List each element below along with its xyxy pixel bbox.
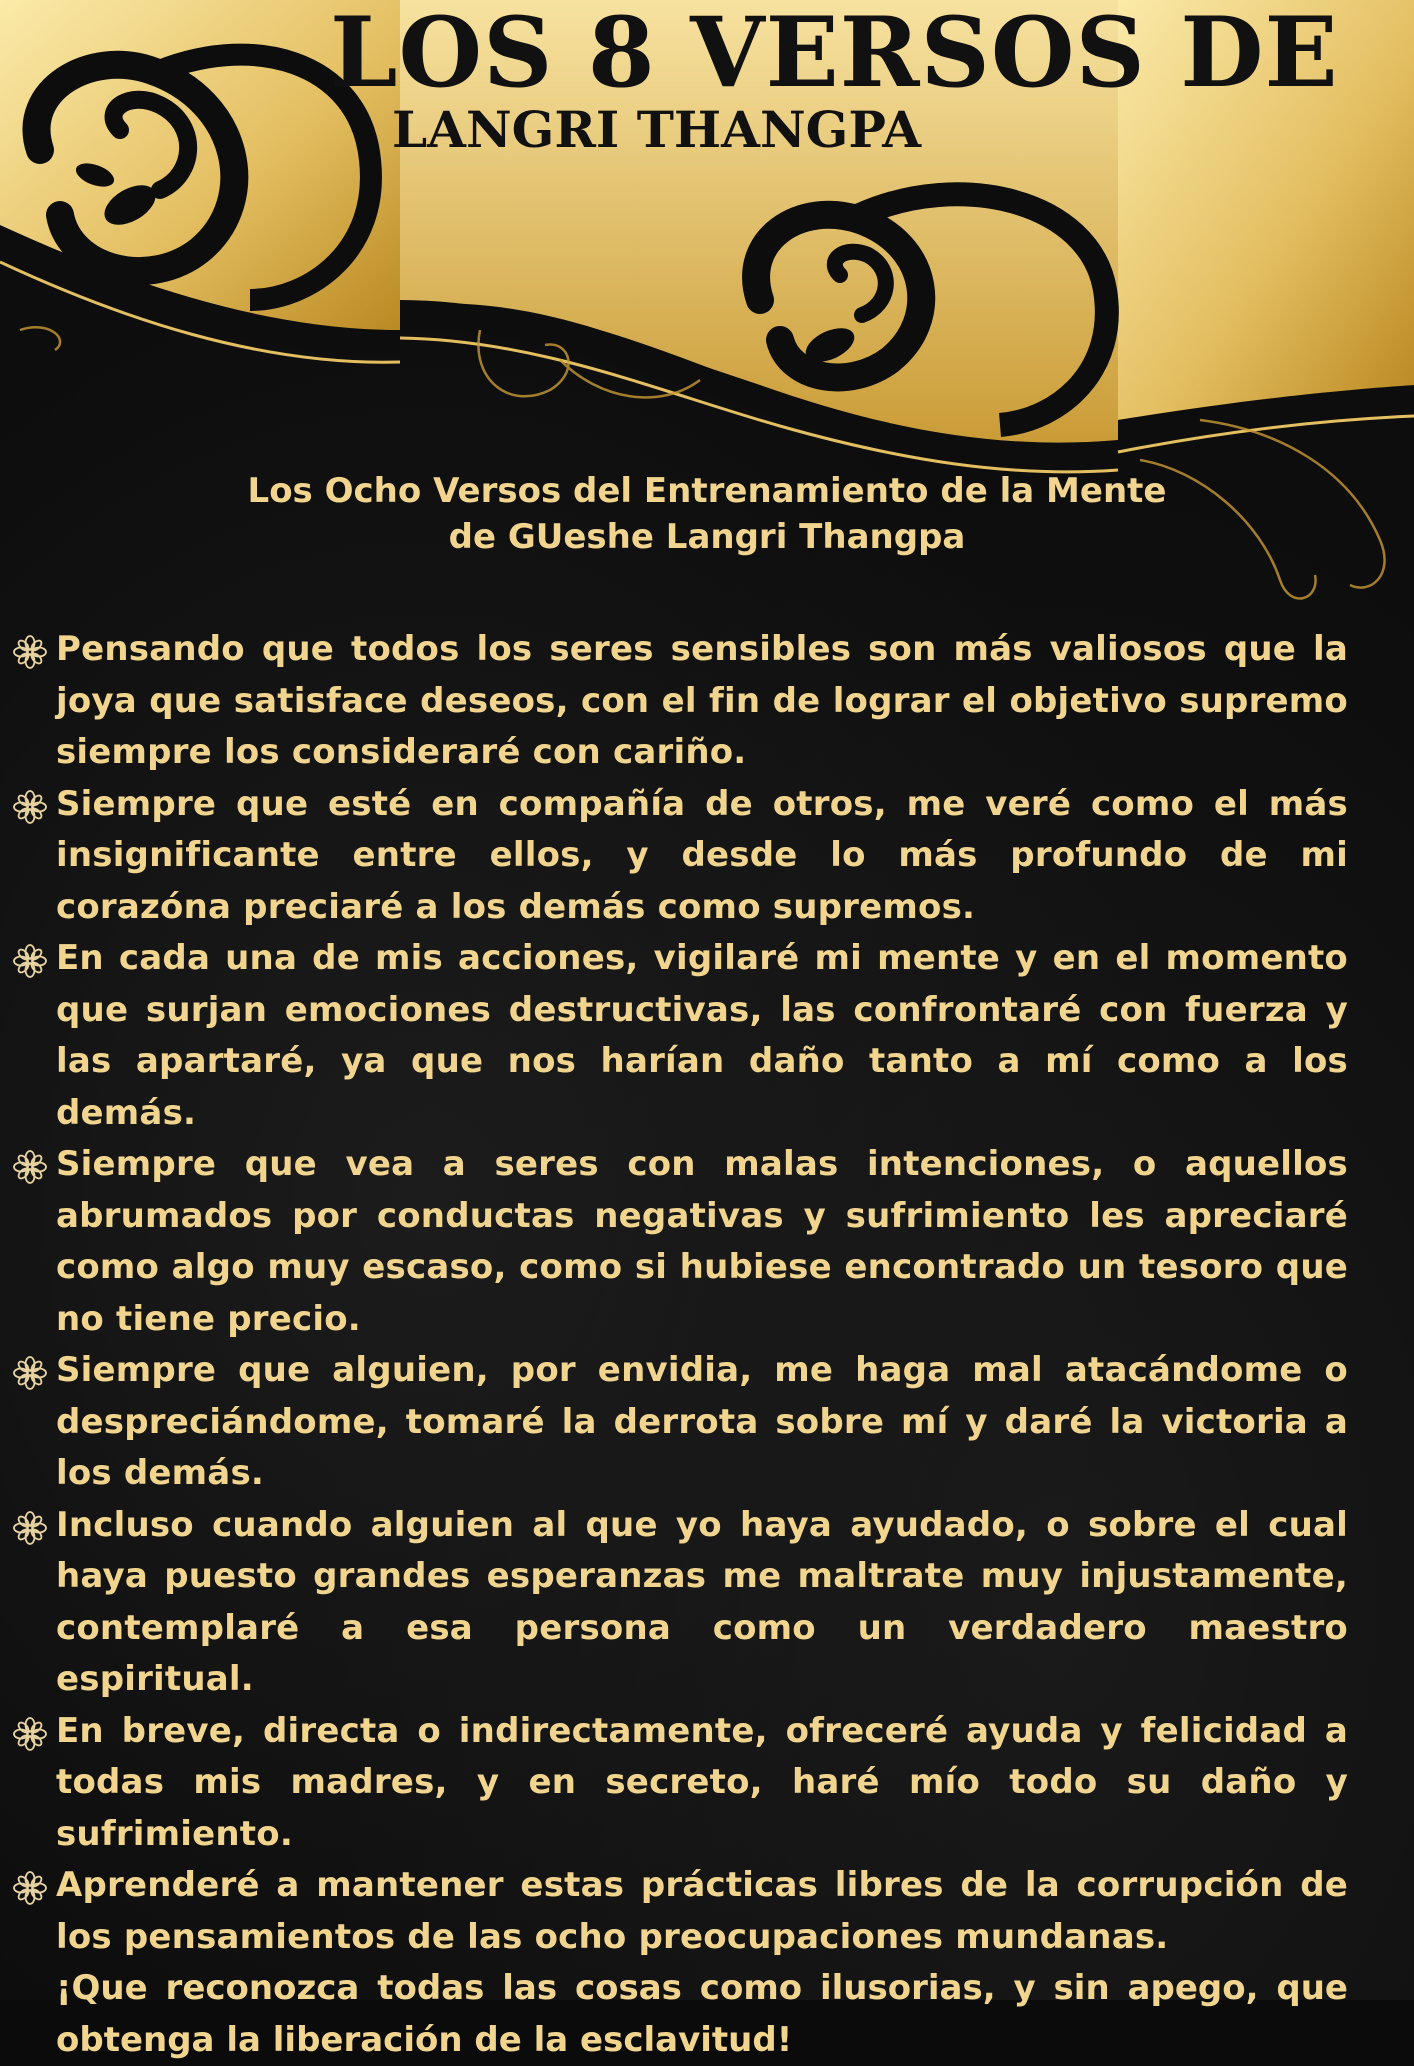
- flower-icon: [12, 1716, 48, 1752]
- intro-line-2: de GUeshe Langri Thangpa: [448, 517, 966, 557]
- flower-icon: [12, 1149, 48, 1185]
- verse-text: Siempre que alguien, por envidia, me haga mal atacándome o despreciándome, tomaré la derrota sobre mí y daré la victoria a los demás.: [56, 1350, 1348, 1493]
- verse-text: Pensando que todos los seres sensibles son más valiosos que la joya que satisface deseos, con el fin de lograr el objetivo supremo siempre los consideraré con cariño.: [56, 629, 1348, 772]
- verse-item: [0, 779, 1414, 934]
- flower-icon: [12, 1355, 48, 1391]
- verse-item: [0, 624, 1414, 779]
- verse-text: Siempre que vea a seres con malas intenciones, o aquellos abrumados por conductas negativas y sufrimiento les apreciaré como algo muy escaso, como si hubiese encontrado un tesoro que no tiene precio.: [56, 1144, 1348, 1339]
- flower-icon: [12, 1870, 48, 1906]
- verse-text: Siempre que esté en compañía de otros, me veré como el más insignificante entre ellos, y desde lo más profundo de mi corazóna preciaré a los demás como supremos.: [56, 783, 1348, 927]
- verse-item: [0, 933, 1414, 1139]
- verse-item: [0, 1500, 1414, 1706]
- verse-text: Incluso cuando alguien al que yo haya ayudado, o sobre el cual haya puesto grandes esperanzas me maltrate muy injustamente, contemplaré a esa persona como un verdadero maestro espiritual.: [56, 1504, 1348, 1699]
- flower-icon: [12, 634, 48, 670]
- poster-title: LOS 8 VERSOS DE: [330, 0, 1339, 109]
- verse-item: [0, 1706, 1414, 1861]
- verse-list: [0, 624, 1414, 2066]
- verse-text: Aprenderé a mantener estas prácticas libres de la corrupción de los pensamientos de las ocho preocupaciones mundanas.: [56, 1865, 1348, 1957]
- flower-icon: [12, 943, 48, 979]
- verse-item: [0, 1345, 1414, 1500]
- verse-item: [0, 1860, 1414, 1963]
- verse-item: [0, 1139, 1414, 1345]
- intro-heading: [180, 468, 1234, 560]
- verse-text: En breve, directa o indirectamente, ofreceré ayuda y felicidad a todas mis madres, y en secreto, haré mío todo su daño y sufrimiento.: [56, 1710, 1348, 1854]
- intro-line-1: Los Ocho Versos del Entrenamiento de la Mente: [247, 471, 1167, 511]
- poster-subtitle: LANGRI THANGPA: [392, 100, 922, 159]
- flower-icon: [12, 1510, 48, 1546]
- flower-icon: [12, 789, 48, 825]
- verse-text: En cada una de mis acciones, vigilaré mi mente y en el momento que surjan emociones destructivas, las confrontaré con fuerza y las apartaré, ya que nos harían daño tanto a mí como a los demás.: [56, 938, 1348, 1133]
- closing-aspiration: ¡Que reconozca todas las cosas como ilusorias, y sin apego, que obtenga la liberación de la esclavitud!: [56, 1968, 1348, 2060]
